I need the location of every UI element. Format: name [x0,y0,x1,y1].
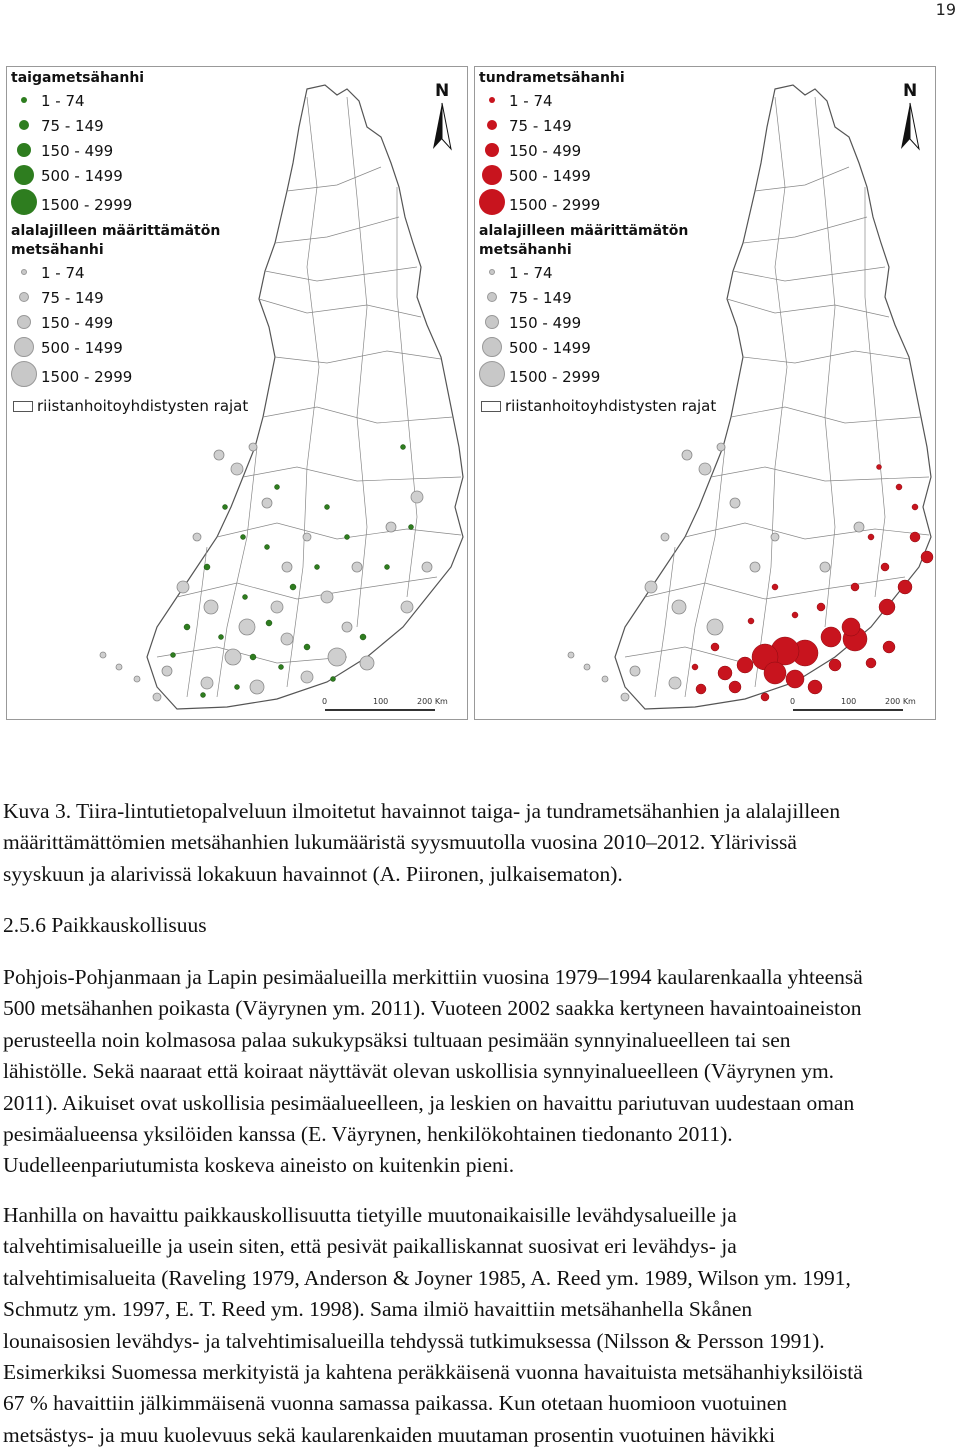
caption-line: määrittämättömien metsähanhien lukumääristä syysmuutolla vuosina 2010–2012. Ylärivissä [3,830,797,855]
legend-symbol [479,361,505,387]
legend-row [11,260,251,285]
legend-symbol [17,143,31,157]
scale-label: 0 [322,697,328,706]
paragraph-line: lounaisosien levähdys- ja talvehtimisalueilla tehdyssä tutkimuksessa (Nilsson & Persson 1991). [3,1328,825,1353]
paragraph-line: Hanhilla on havaittu paikkauskollisuutta tietyille muutonaikaisille levähdysalueille ja [3,1203,737,1227]
paragraph-line: Uudelleenpariutumista koskeva aineisto on kuitenkin pieni. [3,1153,515,1178]
legend-symbol [21,269,27,275]
scale-label: 100 [841,697,857,706]
legend-label: 1500 - 2999 [41,368,133,386]
legend-row [11,188,251,220]
legend-title-undetermined: alalajilleen määrittämätön [11,223,221,239]
paragraph-line: talvehtimisalueille ja usein siten, että pesivät paikalliskannat suosivat eri levähdys- ja [3,1234,737,1259]
legend-label: 150 - 499 [509,314,582,332]
legend-symbol [21,97,27,103]
scale-label: 200 Km [417,697,448,706]
legend-row [11,138,251,163]
legend-boundary [479,394,719,420]
legend-symbol [14,337,34,357]
figure-caption [3,796,958,890]
legend-label: 150 - 499 [41,142,114,160]
legend-symbol [479,189,505,215]
legend-symbol [485,315,499,329]
taiga-bean-goose-map [6,66,468,720]
legend-title-undetermined: alalajilleen määrittämätön [479,223,689,239]
legend-row [479,113,719,138]
section-heading [3,910,958,941]
legend-label: 1500 - 2999 [509,368,601,386]
legend-label: 500 - 1499 [509,167,591,185]
legend-row [11,310,251,335]
legend-label: 500 - 1499 [41,339,123,357]
legend-symbol [485,143,499,157]
legend-label: 1 - 74 [509,264,553,282]
legend-symbol [19,120,29,130]
legend-row [479,188,719,220]
legend-symbol [11,189,37,215]
legend-row [11,163,251,188]
legend-title: taigametsähanhi [11,70,145,86]
map-legend-right [479,69,719,420]
legend-title-undetermined: metsähanhi [479,242,572,258]
map-legend-left [11,69,251,420]
paragraph-line: metsästys- ja muu kuolevuus sekä kaularenkaiden muutaman prosentin vuotuinen hävikki [3,1422,776,1447]
page-number: 19 [935,0,956,19]
paragraph-line: pesimäalueensa yksilöiden kanssa (E. Väyrynen, henkilökohtainen tiedonanto 2011). [3,1122,733,1147]
scale-bar [317,695,467,719]
paragraph-line: 2011). Aikuiset ovat uskollisia pesimäalueelleen, ja leskien on havaittu pariutuvan uudestaan oman [3,1090,855,1115]
legend-row [11,360,251,392]
legend-row [479,335,719,360]
legend-label: 1 - 74 [41,92,85,110]
legend-label: 150 - 499 [509,142,582,160]
boundary-swatch [13,401,33,412]
legend-row [11,335,251,360]
caption-line: syyskuun ja alarivissä lokakuun havainnot (A. Piironen, julkaisematon). [3,861,623,886]
north-arrow-icon [429,81,461,151]
legend-row [11,113,251,138]
legend-boundary-label: riistanhoitoyhdistysten rajat [505,397,717,415]
scale-line [793,709,903,711]
legend-label: 1500 - 2999 [41,196,133,214]
boundary-swatch [481,401,501,412]
legend-label: 75 - 149 [41,289,104,307]
paragraph-line: 500 metsähanhen poikasta (Väyrynen ym. 2011). Vuoteen 2002 saakka kertyneen havaintoaineiston [3,996,862,1021]
legend-boundary [11,394,251,420]
legend-label: 150 - 499 [41,314,114,332]
legend-row [479,88,719,113]
legend-symbol [11,361,37,387]
legend-symbol [487,120,497,130]
legend-label: 500 - 1499 [41,167,123,185]
legend-label: 75 - 149 [509,117,572,135]
legend-row [11,88,251,113]
legend-label: 1 - 74 [509,92,553,110]
paragraph-line: 67 % havaittiin jälkimmäisenä vuonna samassa paikassa. Kun otetaan huomioon vuotuinen [3,1391,787,1416]
legend-title-undetermined: metsähanhi [11,242,104,258]
legend-title: tundrametsähanhi [479,70,625,86]
legend-label: 75 - 149 [41,117,104,135]
legend-label: 1 - 74 [41,264,85,282]
legend-row [11,285,251,310]
paragraph-line: Schmutz ym. 1997, E. T. Reed ym. 1998). Sama ilmiö havaittiin metsähanhella Skånen [3,1297,753,1322]
scale-label: 100 [373,697,389,706]
legend-symbol [489,269,495,275]
scale-label: 200 Km [885,697,916,706]
legend-label: 75 - 149 [509,289,572,307]
legend-row [479,138,719,163]
paragraph-line: lähistölle. Sekä naaraat että koiraat näyttävät olevan uskollisia synnyinalueelleen (Väyrynen ym. [3,1059,835,1084]
legend-symbol [17,315,31,329]
legend-symbol [482,337,502,357]
legend-row [479,310,719,335]
paragraph-line: perusteella noin kolmasosa palaa sukukypsäksi tultuaan pesimään synnyinalueelleen tai sen [3,1027,791,1052]
paragraph-1 [3,962,958,1182]
legend-symbol [482,165,502,185]
legend-row [479,285,719,310]
legend-row [479,163,719,188]
legend-symbol [487,292,497,302]
caption-line: Kuva 3. Tiira-lintutietopalveluun ilmoitetut havainnot taiga- ja tundrametsähanhien ja alalajilleen [3,799,841,823]
legend-symbol [489,97,495,103]
north-label: N [903,81,918,101]
legend-symbol [19,292,29,302]
scale-line [325,709,435,711]
legend-row [479,260,719,285]
paragraph-line: talvehtimisalueita (Raveling 1979, Anderson & Joyner 1985, A. Reed ym. 1989, Wilson ym. 1991, [3,1265,851,1290]
north-label: N [435,81,450,101]
paragraph-line: Esimerkiksi Suomessa merkityistä ja kahtena peräkkäisenä vuonna havaituista metsähanhiyksilöistä [3,1360,863,1385]
legend-boundary-label: riistanhoitoyhdistysten rajat [37,397,249,415]
legend-label: 500 - 1499 [509,339,591,357]
scale-label: 0 [790,697,796,706]
scale-bar [785,695,935,719]
section-heading-text: 2.5.6 Paikkauskollisuus [3,913,207,937]
legend-label: 1500 - 2999 [509,196,601,214]
north-arrow-icon [897,81,929,151]
paragraph-2 [3,1200,958,1451]
legend-symbol [14,165,34,185]
legend-row [479,360,719,392]
tundra-bean-goose-map [474,66,936,720]
paragraph-line: Pohjois-Pohjanmaan ja Lapin pesimäalueilla merkittiin vuosina 1979–1994 kaularenkaalla yhteensä [3,965,863,989]
